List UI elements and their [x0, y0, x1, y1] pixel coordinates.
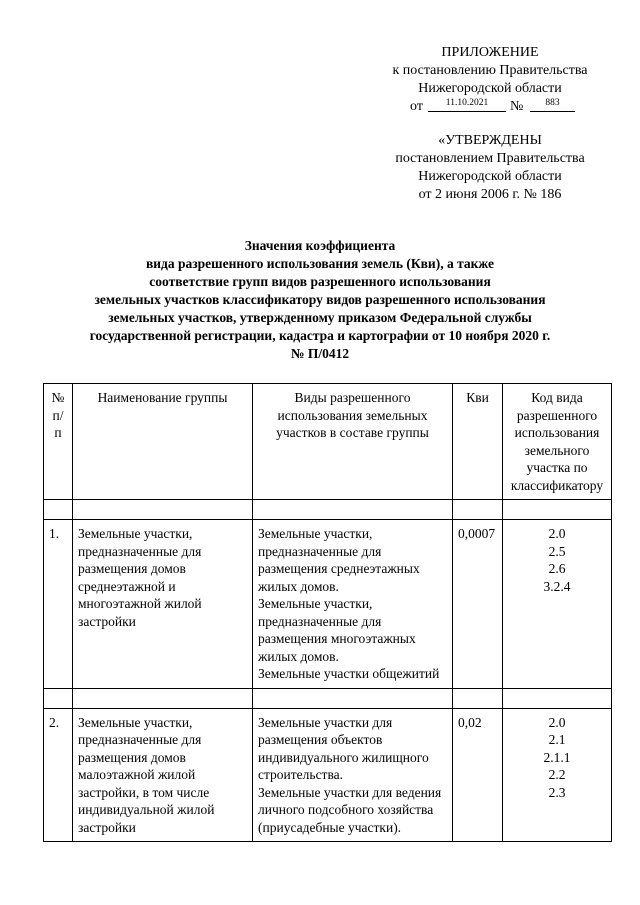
number-value: 883 — [530, 96, 575, 112]
coefficient-table — [43, 383, 612, 842]
code-item: 2.0 — [548, 526, 566, 541]
table-spacer — [44, 688, 612, 708]
code-item: 2.0 — [548, 714, 566, 730]
date-value: 11.10.2021 — [428, 96, 506, 112]
document-title — [40, 237, 600, 363]
title-line-5: земельных участков, утвержденному приказом Федеральной службы — [108, 310, 532, 325]
code-item: 2.5 — [548, 543, 566, 559]
title-line-6: государственной регистрации, кадастра и картографии от 10 ноября 2020 г. — [89, 328, 551, 343]
appendix-line-2: к постановлению Правительства — [392, 63, 588, 78]
appendix-header — [380, 44, 600, 116]
type-item: Земельные участки, предназначенные для размещения многоэтажных жилых домов. — [258, 596, 416, 664]
header-types: Виды разрешенного использования земельных участков в составе группы — [253, 384, 453, 500]
number-prefix: № — [510, 99, 524, 114]
row-types — [253, 708, 453, 842]
approved-line-3: Нижегородской области — [418, 169, 562, 184]
code-item: 2.6 — [548, 561, 566, 576]
row-codes — [503, 708, 612, 842]
appendix-date-row — [380, 98, 600, 116]
code-item: 2.1.1 — [543, 749, 571, 765]
approved-header — [380, 132, 600, 204]
type-item: Земельные участки, предназначенные для размещения среднеэтажных жилых домов. — [258, 526, 420, 594]
type-item: Земельные участки для размещения объектов индивидуального жилищного строительства. — [258, 714, 429, 782]
table-header-row — [44, 384, 612, 500]
header-num: № п/п — [44, 384, 73, 500]
row-codes — [503, 520, 612, 689]
header-code: Код вида разрешенного использования земельного участка по классификатору — [503, 384, 612, 500]
table-row — [44, 520, 612, 689]
title-line-1: Значения коэффициента — [244, 238, 396, 253]
title-line-3: соответствие групп видов разрешенного использования — [149, 274, 491, 289]
row-group: Земельные участки, предназначенные для размещения домов малоэтажной жилой застройки, в том числе индивидуальной жилой застройки — [73, 708, 253, 842]
type-item: Земельные участки общежитий — [258, 666, 440, 681]
table-spacer — [44, 500, 612, 520]
title-line-2: вида разрешенного использования земель (Кви), а также — [145, 256, 495, 271]
code-item: 2.2 — [548, 767, 566, 782]
approved-title: «УТВЕРЖДЕНЫ — [438, 133, 542, 148]
date-prefix: от — [410, 99, 423, 114]
title-line-4: земельных участков классификатору видов разрешенного использования — [94, 292, 546, 307]
row-kvi: 0,0007 — [453, 520, 503, 689]
code-item: 3.2.4 — [543, 578, 571, 594]
row-num: 1. — [44, 520, 73, 689]
row-kvi: 0,02 — [453, 708, 503, 842]
appendix-line-3: Нижегородской области — [418, 81, 562, 96]
approved-line-4: от 2 июня 2006 г. № 186 — [418, 187, 562, 202]
header-kvi: Кви — [453, 384, 503, 500]
header-group: Наименование группы — [73, 384, 253, 500]
title-line-7: № П/0412 — [290, 346, 350, 361]
code-item: 2.3 — [548, 784, 566, 800]
approved-line-2: постановлением Правительства — [395, 151, 585, 166]
code-item: 2.1 — [548, 732, 566, 747]
row-num: 2. — [44, 708, 73, 842]
row-group: Земельные участки, предназначенные для размещения домов среднеэтажной и многоэтажной жилой застройки — [73, 520, 253, 689]
appendix-title: ПРИЛОЖЕНИЕ — [441, 45, 539, 60]
table-row — [44, 708, 612, 842]
type-item: Земельные участки для ведения личного подсобного хозяйства (приусадебные участки). — [258, 784, 442, 835]
row-types — [253, 520, 453, 689]
